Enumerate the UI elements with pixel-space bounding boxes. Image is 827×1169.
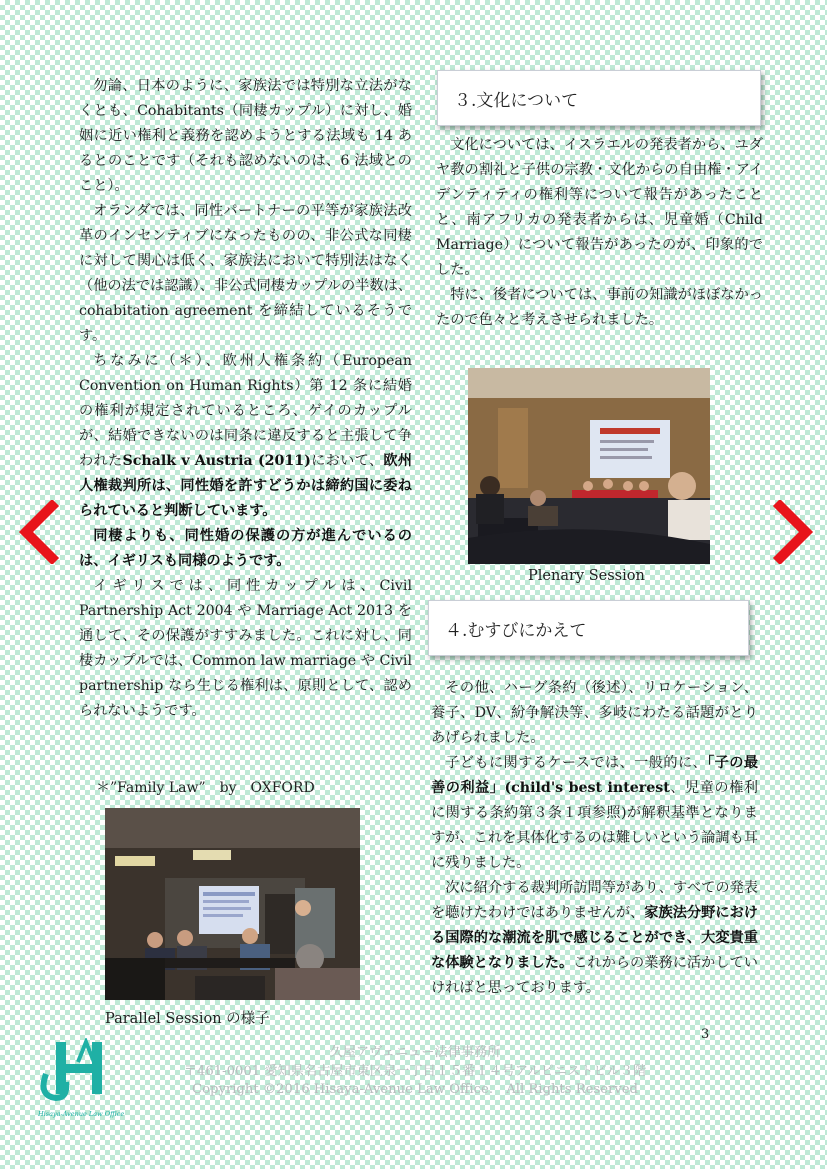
conclusion-highlight: 家族法分野における国際的な潮流を肌で感じることができ、大変貴重な体験となりました。 xyxy=(431,905,758,971)
text-span: 次に紹介する裁判所訪問等があり、すべての発表を聴けたわけではありませんが、 xyxy=(431,880,758,921)
next-page-button[interactable] xyxy=(772,500,816,564)
text-span: において、 xyxy=(310,453,384,469)
law-office-logo xyxy=(34,1038,130,1122)
chevron-left-icon xyxy=(16,500,60,564)
plenary-session-photo xyxy=(468,368,710,564)
plenary-session-caption: Plenary Session xyxy=(528,568,645,584)
parallel-session-image xyxy=(105,808,360,1000)
parallel-session-caption: Parallel Session の様子 xyxy=(105,1011,270,1027)
left-paragraph-4 xyxy=(79,524,412,574)
plenary-session-image xyxy=(468,368,710,564)
footer-address: 〒461-0001 愛知県名古屋市東区泉一丁目１５番１４号アルピニストビル３階 xyxy=(183,1063,647,1079)
text-span: 子どもに関するケースでは、一般的に、 xyxy=(445,755,708,771)
case-name: Schalk v Austria (2011) xyxy=(122,453,311,469)
heading-text: ３.文化について xyxy=(454,90,579,111)
footer xyxy=(150,1044,680,1100)
footer-office-name: 久屋アヴェニュー法律事務所 xyxy=(329,1045,501,1060)
best-interest-term: 「子の最善の利益」(child's best interest xyxy=(431,755,759,796)
text-span: ちなみに（＊）、欧州人権条約（European Convention on Human Rights）第 12 条に結婚の権利が規定されているところ、ゲイのカップルが、結婚できないのは同条に違反すると主張して争われた xyxy=(79,353,412,469)
left-paragraph-1: 勿論、日本のように、家族法では特別な立法がなくとも、Cohabitants（同棲カップル）に対し、婚姻に近い権利と義務を認めようとする法域も 14 あるとのことです（それも認めないのは、6 法域とのこと）。 xyxy=(79,78,412,194)
section-4-paragraph-1: その他、ハーグ条約（後述）、リロケーション、養子、DV、紛争解決等、多岐にわたる話題がとりあげられました。 xyxy=(431,680,758,746)
previous-page-button[interactable] xyxy=(16,500,60,564)
section-4-paragraph-3 xyxy=(431,876,758,1001)
uk-note: 同棲よりも、同性婚の保護の方が進んでいるのは、イギリスも同様のようです。 xyxy=(79,528,412,569)
left-paragraph-5: イギリスでは、同性カップルは、Civil Partnership Act 2004 や Marriage Act 2013 を通して、その保護がすすみました。これに対し、同棲カップルでは、Common law marriage や Civil partnership なら生じる権利は、原則として、認められないようです。 xyxy=(79,578,412,719)
section-3-paragraph-1: 文化については、イスラエルの発表者から、ユダヤ教の割礼と子供の宗教・文化からの自由権・アイデンティティの権利等について報告があったことと、南アフリカの発表者からは、児童婚（Child Marriage）について報告があったのが、印象的でした。 xyxy=(436,137,763,278)
page-number: 3 xyxy=(701,1027,710,1042)
section-3-paragraph-2: 特に、後者については、事前の知識がほぼなかったので色々と考えさせられました。 xyxy=(436,287,763,328)
left-paragraph-2: オランダでは、同性パートナーの平等が家族法改革のインセンティブになったものの、非公式な同棲に対して関心は低く、家族法において特別法はなく（他の法では認識）、非公式同棲カップルの半数は、cohabitation agreement を締結しているそうです。 xyxy=(79,203,412,344)
court-decision: 欧州人権裁判所は、同性婚を許すどうかは締約国に委ねられていると判断しています。 xyxy=(79,453,412,519)
text-span: これからの業務に活かしていければと思っております。 xyxy=(431,955,758,996)
heading-text: ４.むすびにかえて xyxy=(445,620,587,641)
footer-copyright: Copyright ©2016 Hisaya-Avenue Law Office. All Rights Reserved xyxy=(191,1082,639,1097)
ha-logo-icon xyxy=(34,1038,130,1122)
section-4-body xyxy=(431,676,758,1001)
section-3-heading xyxy=(437,70,761,126)
section-4-heading xyxy=(428,600,749,656)
chevron-right-icon xyxy=(772,500,816,564)
left-column xyxy=(79,74,412,724)
parallel-session-photo xyxy=(105,808,360,1000)
left-paragraph-3 xyxy=(79,349,412,524)
reference-note: ＊”Family Law” by OXFORD xyxy=(96,780,315,796)
logo-caption: Hisaya-Avenue Law Office xyxy=(38,1110,125,1118)
text-span: 、児童の権利に関する条約第３条１項参照)が解釈基準となりますが、これを具体化するのは難しいという論調も耳に残りました。 xyxy=(431,780,758,871)
section-4-paragraph-2 xyxy=(431,751,758,876)
section-3-body xyxy=(436,133,763,333)
